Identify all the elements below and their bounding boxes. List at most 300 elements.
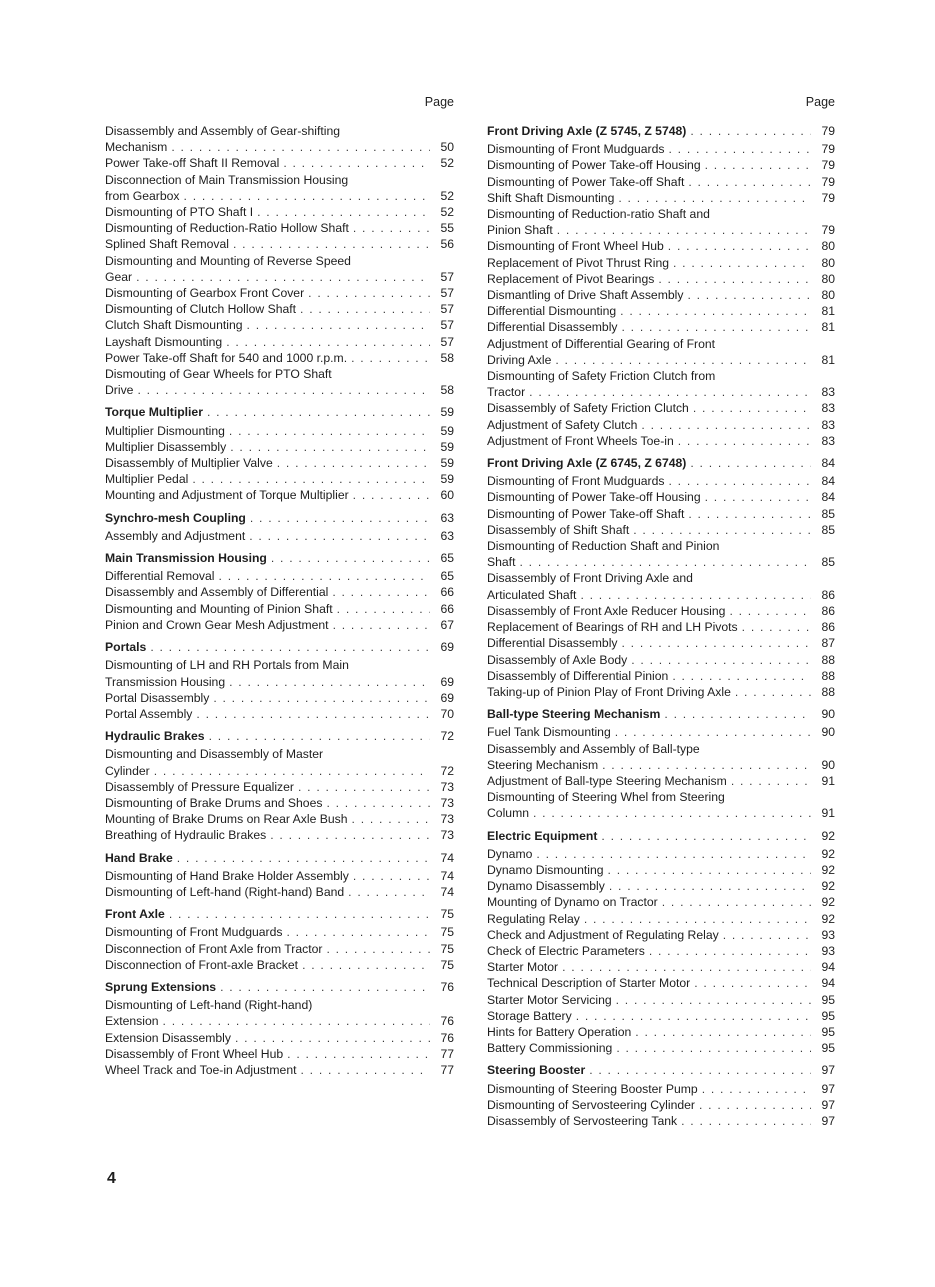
toc-entry-page: 83 [821, 401, 835, 416]
dot-leader [302, 957, 430, 973]
toc-entry [105, 941, 454, 957]
toc-entry [487, 271, 835, 287]
dot-leader [557, 222, 811, 238]
toc-entry [487, 522, 835, 538]
toc-entry-page: 73 [440, 812, 454, 827]
dot-leader [271, 550, 430, 566]
toc-entry-line: Disconnection of Main Transmission Housing [105, 172, 349, 187]
toc-entry-line: Disassembly and Assembly of Ball-type [487, 741, 700, 756]
toc-entry-title: Dismounting of Power Take-off Housing [487, 490, 701, 505]
toc-entry-page: 87 [821, 636, 835, 651]
dot-leader [678, 433, 811, 449]
dot-leader [192, 471, 430, 487]
section-heading-page: 74 [440, 850, 454, 865]
toc-section [105, 850, 454, 901]
dot-leader [702, 1081, 811, 1097]
toc-entry-title: Dismounting and Mounting of Pinion Shaft [105, 601, 333, 616]
toc-entry [105, 1030, 454, 1046]
toc-entry-title: Mounting of Brake Drums on Rear Axle Bush [105, 812, 348, 827]
toc-entry-page: 81 [821, 320, 835, 335]
dot-leader [287, 1046, 430, 1062]
toc-entry-title: Disconnection of Front Axle from Tractor [105, 941, 323, 956]
dot-leader [688, 506, 811, 522]
dot-leader [171, 139, 430, 155]
toc-entry-page: 83 [821, 433, 835, 448]
toc-entry-page: 77 [440, 1046, 454, 1061]
toc-entry-page: 58 [440, 350, 454, 365]
dot-leader [351, 350, 430, 366]
toc-entry [487, 174, 835, 190]
dot-leader [136, 269, 430, 285]
dot-leader [137, 382, 430, 398]
toc-entry [105, 957, 454, 973]
toc-entry [487, 319, 835, 335]
toc-entry [487, 190, 835, 206]
toc-entry [487, 384, 835, 400]
toc-entry [105, 779, 454, 795]
toc-entry [487, 927, 835, 943]
toc-entry-title: Replacement of Bearings of RH and LH Pivots [487, 620, 738, 635]
toc-entry-page: 75 [440, 941, 454, 956]
toc-entry [487, 635, 835, 651]
toc-entry-page: 57 [440, 269, 454, 284]
toc-entry [487, 303, 835, 319]
toc-entry [105, 301, 454, 317]
dot-leader [283, 155, 430, 171]
toc-entry-title: Disassembly of Safety Friction Clutch [487, 401, 689, 416]
dot-leader [247, 317, 430, 333]
dot-leader [668, 473, 811, 489]
toc-entry [105, 139, 454, 155]
dot-leader [529, 384, 811, 400]
toc-entry-page: 76 [440, 1030, 454, 1045]
toc-entry-page: 79 [821, 190, 835, 205]
toc-section [105, 979, 454, 1078]
toc-entry-title: Extension Disassembly [105, 1030, 231, 1045]
toc-entry [487, 773, 835, 789]
section-heading-page: 90 [821, 707, 835, 722]
toc-entry-page: 94 [821, 976, 835, 991]
toc-entry-title: Extension [105, 1014, 159, 1029]
toc-entry [105, 924, 454, 940]
dot-leader [580, 587, 811, 603]
toc-entry-line: Disassembly of Front Driving Axle and [487, 571, 693, 586]
toc-entry-page: 85 [821, 555, 835, 570]
toc-entry [487, 1097, 835, 1113]
section-heading-title: Front Driving Axle (Z 6745, Z 6748) [487, 456, 687, 471]
section-heading-title: Steering Booster [487, 1063, 586, 1078]
toc-entry [487, 878, 835, 894]
toc-entry-page: 80 [821, 255, 835, 270]
toc-entry [487, 894, 835, 910]
dot-leader [249, 528, 430, 544]
dot-leader [333, 617, 430, 633]
section-heading-page: 84 [821, 456, 835, 471]
toc-entry-page: 59 [440, 456, 454, 471]
toc-entry-title: Check of Electric Parameters [487, 943, 645, 958]
toc-entry-title: Replacement of Pivot Bearings [487, 271, 655, 286]
dot-leader [154, 763, 430, 779]
toc-entry-line: Dismounting of Reduction-ratio Shaft and [487, 207, 710, 222]
toc-entry-title: Fuel Tank Dismounting [487, 725, 611, 740]
toc-entry-page: 81 [821, 352, 835, 367]
dot-leader [235, 1030, 430, 1046]
section-heading-title: Ball-type Steering Mechanism [487, 707, 661, 722]
toc-entry-page: 74 [440, 868, 454, 883]
toc-entry [487, 992, 835, 1008]
dot-leader [353, 220, 430, 236]
toc-entry [105, 568, 454, 584]
dot-leader [622, 319, 812, 335]
dot-leader [298, 779, 430, 795]
toc-entry-title: Dismounting of Power Take-off Housing [487, 158, 701, 173]
dot-leader [353, 487, 430, 503]
dot-leader [226, 334, 430, 350]
toc-entry-title: Dynamo Dismounting [487, 862, 604, 877]
toc-entry-page: 63 [440, 528, 454, 543]
toc-entry-title: Shift Shaft Dismounting [487, 190, 615, 205]
toc-entry-title: Splined Shaft Removal [105, 237, 229, 252]
dot-leader [735, 684, 811, 700]
toc-entry-title: Pinion Shaft [487, 223, 553, 238]
dot-leader [348, 884, 430, 900]
dot-leader [705, 489, 811, 505]
dot-leader [286, 924, 430, 940]
dot-leader [622, 635, 812, 651]
dot-leader [664, 706, 811, 722]
toc-entry-title: Dismounting of Brake Drums and Shoes [105, 795, 323, 810]
dot-leader [589, 1062, 811, 1078]
dot-leader [662, 894, 811, 910]
toc-entry-page: 80 [821, 288, 835, 303]
dot-leader [150, 639, 430, 655]
toc-entry-title: Dismounting of Steering Booster Pump [487, 1081, 698, 1096]
toc-entry-title: Starter Motor Servicing [487, 992, 612, 1007]
toc-entry-page: 88 [821, 652, 835, 667]
toc-entry [487, 862, 835, 878]
toc-entry-title: Articulated Shaft [487, 587, 577, 602]
dot-leader [207, 404, 430, 420]
section-heading-title: Hydraulic Brakes [105, 729, 205, 744]
toc-entry [487, 473, 835, 489]
toc-entry [487, 400, 835, 416]
toc-entry-page: 95 [821, 1041, 835, 1056]
toc-entry-title: Wheel Track and Toe-in Adjustment [105, 1062, 297, 1077]
toc-entry [487, 287, 835, 303]
toc-entry-line: Dismouting of Gear Wheels for PTO Shaft [105, 367, 332, 382]
dot-leader [584, 911, 811, 927]
toc-section [105, 550, 454, 633]
toc-entry-page: 56 [440, 237, 454, 252]
toc-entry-page: 57 [440, 334, 454, 349]
toc-entry-title: Cylinder [105, 763, 150, 778]
toc-entry-title: Disassembly of Servosteering Tank [487, 1113, 678, 1128]
dot-leader [270, 827, 430, 843]
toc-entry-page: 93 [821, 927, 835, 942]
toc-entry [105, 317, 454, 333]
dot-leader [533, 805, 811, 821]
toc-section [487, 828, 835, 1057]
toc-entry-title: Power Take-off Shaft for 540 and 1000 r.p.m. [105, 350, 348, 365]
dot-leader [300, 301, 430, 317]
section-heading [105, 550, 454, 566]
toc-entry-page: 83 [821, 417, 835, 432]
page-column-label: Page [424, 95, 454, 109]
toc-entry-page: 60 [440, 488, 454, 503]
toc-entry-page: 85 [821, 506, 835, 521]
toc-entry [487, 724, 835, 740]
toc-entry-title: Dismounting of Power Take-off Shaft [487, 506, 685, 521]
toc-entry-page: 50 [440, 140, 454, 155]
toc-entry-title: Driving Axle [487, 352, 552, 367]
toc-entry-line: Dismounting of Steering Whel from Steering [487, 790, 725, 805]
dot-leader [213, 690, 430, 706]
toc-entry-title: Breathing of Hydraulic Brakes [105, 828, 267, 843]
toc-entry-title: Disassembly of Front Axle Reducer Housing [487, 603, 726, 618]
toc-entry-title: Multiplier Pedal [105, 472, 189, 487]
toc-entry [105, 601, 454, 617]
dot-leader [576, 1008, 811, 1024]
toc-entry-page: 66 [440, 601, 454, 616]
toc-section [105, 510, 454, 544]
toc-entry [105, 763, 454, 779]
toc-entry-page: 65 [440, 569, 454, 584]
toc-entry [487, 911, 835, 927]
toc-entry-title: Starter Motor [487, 960, 559, 975]
toc-entry-title: Portal Assembly [105, 706, 193, 721]
section-heading [105, 906, 454, 922]
toc-entry [487, 554, 835, 570]
toc-entry-title: Disconnection of Front-axle Bracket [105, 957, 299, 972]
section-heading-title: Front Axle [105, 907, 165, 922]
toc-entry [487, 157, 835, 173]
toc-entry-page: 79 [821, 142, 835, 157]
section-heading-title: Synchro-mesh Coupling [105, 510, 246, 525]
dot-leader [672, 668, 811, 684]
toc-entry [105, 471, 454, 487]
toc-entry [487, 805, 835, 821]
toc-entry [487, 238, 835, 254]
toc-entry [105, 1062, 454, 1078]
toc-entry-page: 97 [821, 1097, 835, 1112]
dot-leader [633, 522, 811, 538]
dot-leader [277, 455, 430, 471]
dot-leader [257, 204, 430, 220]
toc-entry [487, 255, 835, 271]
toc-entry-page: 59 [440, 423, 454, 438]
toc-entry-page: 79 [821, 158, 835, 173]
toc-entry [105, 795, 454, 811]
page-column-label: Page [805, 95, 835, 109]
toc-entry [487, 757, 835, 773]
dot-leader [608, 862, 811, 878]
toc-entry-title: Mechanism [105, 140, 168, 155]
toc-entry-title: Dismounting of Gearbox Front Cover [105, 286, 305, 301]
toc-entry-title: Regulating Relay [487, 911, 580, 926]
section-heading [105, 728, 454, 744]
dot-leader [326, 795, 430, 811]
toc-entry-title: Clutch Shaft Dismounting [105, 318, 243, 333]
dot-leader [209, 728, 430, 744]
toc-entry-line: Dismounting of LH and RH Portals from Main [105, 658, 349, 673]
toc-entry-title: Pinion and Crown Gear Mesh Adjustment [105, 617, 329, 632]
toc-entry-title: Dynamo [487, 846, 533, 861]
dot-leader [220, 979, 430, 995]
section-heading-title: Front Driving Axle (Z 5745, Z 5748) [487, 124, 687, 138]
toc-entry-page: 67 [440, 617, 454, 632]
section-heading [105, 850, 454, 866]
dot-leader [233, 236, 430, 252]
dot-leader [693, 400, 811, 416]
toc-entry-page: 93 [821, 943, 835, 958]
toc-entry-title: Disassembly of Axle Body [487, 652, 628, 667]
toc-entry-title: Disassembly of Pressure Equalizer [105, 779, 294, 794]
toc-entry-page: 52 [440, 205, 454, 220]
toc-entry-title: Drive [105, 383, 134, 398]
toc-entry-title: Dismounting of Servosteering Cylinder [487, 1097, 695, 1112]
toc-entry [487, 959, 835, 975]
section-heading-page: 72 [440, 729, 454, 744]
toc-entry [105, 884, 454, 900]
toc-sections-right [487, 123, 835, 1129]
dot-leader [668, 141, 811, 157]
toc-section [105, 639, 454, 722]
toc-entry-page: 88 [821, 684, 835, 699]
toc-entry-page: 74 [440, 884, 454, 899]
dot-leader [668, 238, 811, 254]
toc-entry-line: Dismounting and Disassembly of Master [105, 747, 324, 762]
toc-entry-title: Disassembly of Shift Shaft [487, 522, 630, 537]
toc-entry-title: Differential Dismounting [487, 304, 617, 319]
section-heading-page: 76 [440, 979, 454, 994]
toc-entry-line: Dismounting of Reduction Shaft and Pinion [487, 539, 720, 554]
dot-leader [729, 603, 811, 619]
toc-entry [105, 1046, 454, 1062]
toc-entry [487, 1113, 835, 1129]
toc-entry [105, 487, 454, 503]
toc-entry-line: Dismounting and Mounting of Reverse Speed [105, 253, 351, 268]
toc-entry-page: 97 [821, 1113, 835, 1128]
toc-entry [487, 1081, 835, 1097]
toc-section [487, 455, 835, 700]
toc-entry-title: Assembly and Adjustment [105, 528, 246, 543]
toc-entry [105, 155, 454, 171]
toc-entry [105, 350, 454, 366]
section-heading-title: Electric Equipment [487, 828, 598, 843]
section-heading-page: 59 [440, 405, 454, 420]
toc-entry-line: Adjustment of Differential Gearing of Front [487, 336, 716, 351]
toc-entry-page: 95 [821, 1024, 835, 1039]
toc-entry-title: Check and Adjustment of Regulating Relay [487, 927, 719, 942]
toc-entry [105, 584, 454, 600]
toc-entry-page: 77 [440, 1062, 454, 1077]
toc-entry-title: Adjustment of Front Wheels Toe-in [487, 433, 674, 448]
toc-entry-page: 73 [440, 779, 454, 794]
toc-entry [487, 619, 835, 635]
toc-entry [105, 423, 454, 439]
toc-entry-title: Mounting and Adjustment of Torque Multiplier [105, 488, 349, 503]
toc-entry-page: 80 [821, 239, 835, 254]
dot-leader [163, 1013, 430, 1029]
section-heading-page: 75 [440, 907, 454, 922]
section-heading-title: Sprung Extensions [105, 979, 217, 994]
dot-leader [699, 1097, 811, 1113]
toc-entry-title: Portal Disassembly [105, 690, 210, 705]
dot-leader [326, 941, 430, 957]
dot-leader [616, 1040, 811, 1056]
dot-leader [723, 927, 811, 943]
toc-entry [105, 706, 454, 722]
toc-entry [105, 868, 454, 884]
dot-leader [332, 584, 430, 600]
toc-section [487, 706, 835, 821]
toc-section [105, 404, 454, 503]
toc-entry [487, 943, 835, 959]
section-heading-page: 92 [821, 828, 835, 843]
toc-entry-page: 58 [440, 383, 454, 398]
toc-entry [105, 334, 454, 350]
toc-entry [487, 975, 835, 991]
toc-entry-page: 91 [821, 806, 835, 821]
toc-entry [105, 269, 454, 285]
toc-entry-title: Dismounting of PTO Shaft I [105, 205, 254, 220]
toc-entry-page: 92 [821, 895, 835, 910]
toc-entry [487, 1024, 835, 1040]
toc-entry-title: Mounting of Dynamo on Tractor [487, 895, 658, 910]
toc-entry [105, 204, 454, 220]
toc-entry-page: 88 [821, 668, 835, 683]
toc-entry-page: 75 [440, 925, 454, 940]
toc-entry-title: Disassembly of Front Wheel Hub [105, 1046, 284, 1061]
dot-leader [601, 828, 811, 844]
dot-leader [618, 190, 811, 206]
toc-entry-page: 90 [821, 725, 835, 740]
toc-entry-title: Dismantling of Drive Shaft Assembly [487, 288, 684, 303]
toc-entry [105, 439, 454, 455]
toc-entry-page: 73 [440, 795, 454, 810]
toc-entry-page: 69 [440, 690, 454, 705]
dot-leader [731, 773, 811, 789]
toc-entry [105, 1013, 454, 1029]
toc-entry-page: 73 [440, 828, 454, 843]
dot-leader [230, 439, 430, 455]
section-heading-page: 65 [440, 551, 454, 566]
toc-section [105, 123, 454, 398]
toc-entry-title: Dismounting of Front Mudguards [487, 142, 665, 157]
toc-entry-page: 81 [821, 304, 835, 319]
dot-leader [562, 959, 811, 975]
toc-entry-page: 86 [821, 620, 835, 635]
toc-section [487, 123, 835, 449]
section-heading-page: 69 [440, 640, 454, 655]
toc-entry-title: Differential Disassembly [487, 320, 618, 335]
toc-entry [487, 684, 835, 700]
section-heading [487, 706, 835, 722]
section-heading [487, 455, 835, 471]
dot-leader [219, 568, 430, 584]
dot-leader [687, 287, 811, 303]
toc-entry [487, 222, 835, 238]
toc-entry-page: 92 [821, 911, 835, 926]
dot-leader [742, 619, 811, 635]
toc-entry-page: 94 [821, 960, 835, 975]
toc-entry [105, 811, 454, 827]
section-heading [487, 828, 835, 844]
toc-entry [105, 674, 454, 690]
toc-entry-page: 76 [440, 1014, 454, 1029]
toc-entry-title: Disassembly of Multiplier Valve [105, 456, 273, 471]
toc-entry-page: 66 [440, 585, 454, 600]
